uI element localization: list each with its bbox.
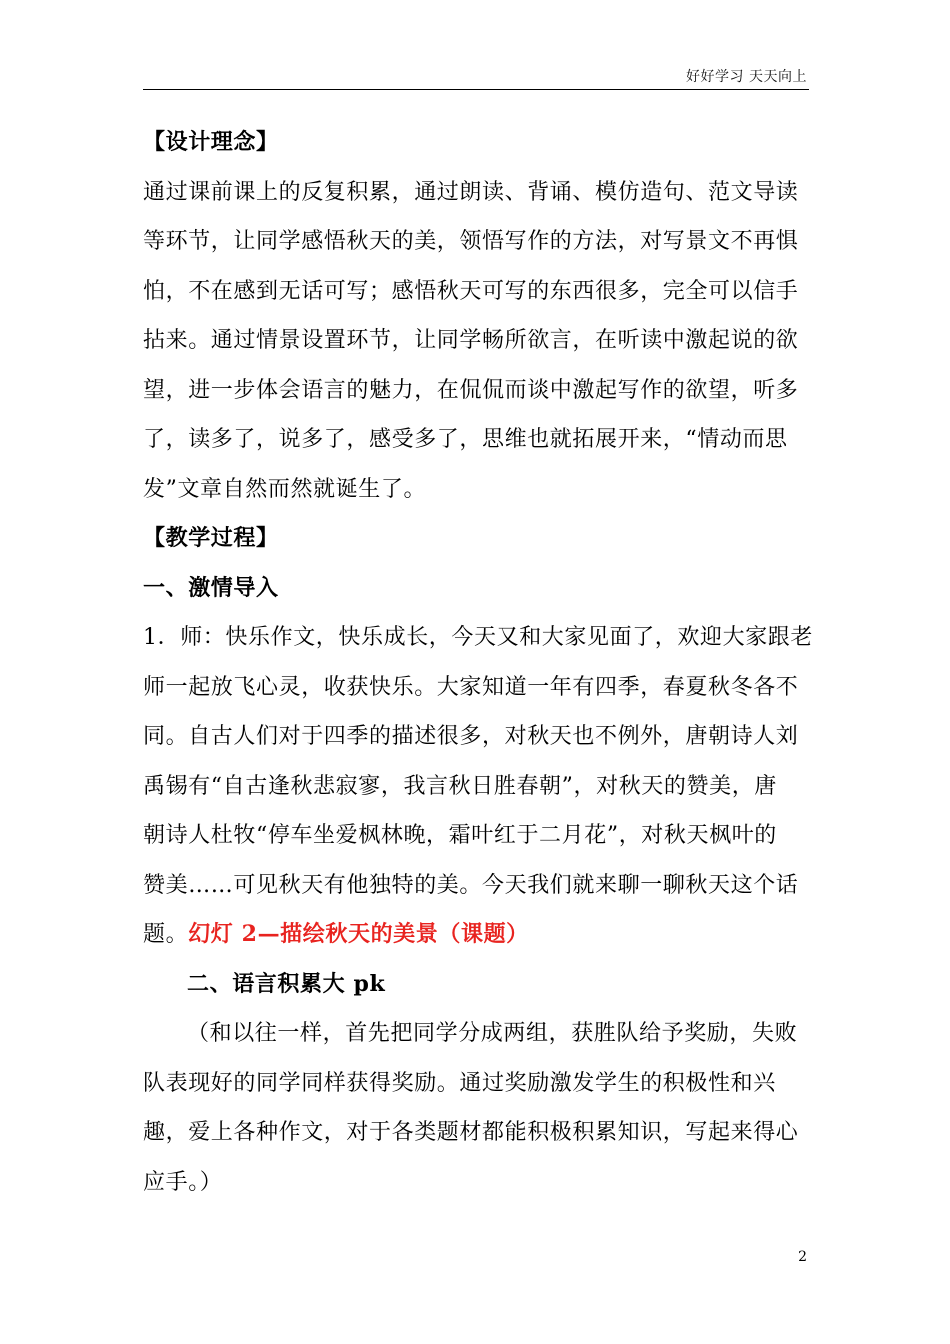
section-1-title: 一、激情导入: [143, 574, 279, 601]
design-paragraph-line: 了，读多了，说多了，感受多了，思维也就拓展开来，“情动而思: [143, 427, 788, 452]
design-paragraph-line: 怕，不在感到无话可写；感悟秋天可写的东西很多，完全可以信手: [143, 278, 799, 304]
section-1-line: 朝诗人杜牧“停车坐爱枫林晚，霜叶红于二月花”，对秋天枫叶的: [143, 823, 777, 848]
section-2-line: 应手。）: [143, 1169, 223, 1195]
design-heading: 【设计理念】: [143, 129, 279, 155]
page-header-motto: 好好学习 天天向上: [686, 69, 807, 85]
header-divider: [143, 89, 809, 90]
process-heading: 【教学过程】: [143, 525, 279, 551]
design-paragraph-line: 拈来。通过情景设置环节，让同学畅所欲言，在听读中激起说的欲: [143, 328, 799, 353]
document-body: [143, 118, 813, 1207]
design-paragraph-line: 等环节，让同学感悟秋天的美，领悟写作的方法，对写景文不再惧: [143, 229, 799, 254]
design-paragraph-line: 发”文章自然而然就诞生了。: [143, 476, 427, 502]
section-1-line: 1．师：快乐作文，快乐成长，今天又和大家见面了，欢迎大家跟老: [143, 625, 813, 650]
design-paragraph-line: 望，进一步体会语言的魅力，在侃侃而谈中激起写作的欲望，听多: [143, 377, 799, 403]
section-2-line: 趣，爱上各种作文，对于各类题材都能积极积累知识，写起来得心: [143, 1120, 799, 1145]
section-2-line: 队表现好的同学同样获得奖励。通过奖励激发学生的积极性和兴: [143, 1070, 776, 1096]
section-1-last-line: [143, 910, 809, 960]
section-1-line: 赞美……可见秋天有他独特的美。今天我们就来聊一聊秋天这个话: [143, 872, 799, 898]
design-paragraph-line: 通过课前课上的反复积累，通过朗读、背诵、模仿造句、范文导读: [143, 179, 799, 205]
section-1-line: 同。自古人们对于四季的描述很多，对秋天也不例外，唐朝诗人刘: [143, 724, 799, 749]
section-1-line: 禹锡有“自古逢秋悲寂寥，我言秋日胜春朝”，对秋天的赞美，唐: [143, 773, 777, 799]
slide-2-highlight: 幻灯 2—描绘秋天的美景（课题）: [188, 921, 529, 947]
section-2-title: 二、语言积累大 pk: [187, 970, 386, 997]
page-number: 2: [798, 1249, 807, 1265]
section-2-first-line: （和以往一样，首先把同学分成两组，获胜队给予奖励，失败: [187, 1021, 798, 1046]
section-1-last-line-prefix: 题。: [143, 922, 189, 947]
section-1-line: 师一起放飞心灵，收获快乐。大家知道一年有四季，春夏秋冬各不: [143, 674, 799, 700]
